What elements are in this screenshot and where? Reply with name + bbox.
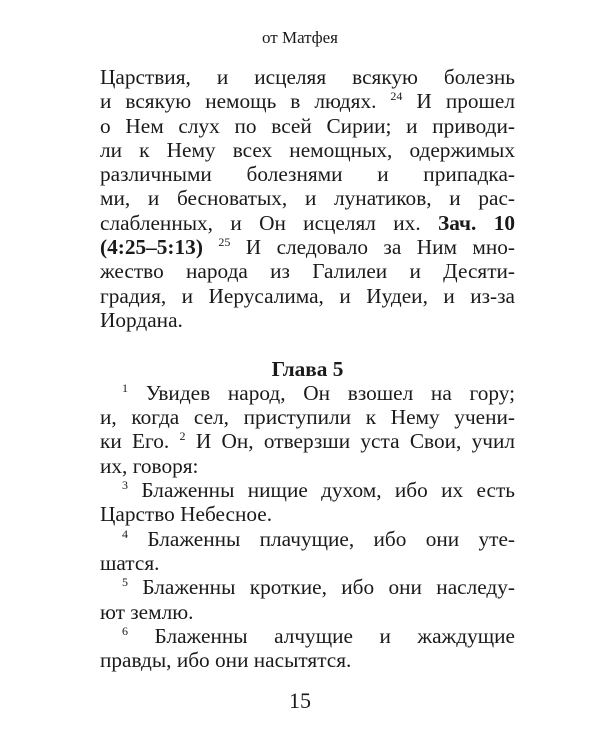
text-segment: И следовало за Ним мно- <box>230 235 515 260</box>
text-segment: шатся. <box>100 550 160 575</box>
text-line <box>100 308 515 332</box>
text-line <box>100 235 515 259</box>
text-line <box>100 575 515 599</box>
reading-reference: (4:25–5:13) <box>100 235 203 260</box>
text-segment: ют землю. <box>100 599 194 624</box>
text-line <box>100 600 515 624</box>
text-segment: ки Его. <box>100 429 180 454</box>
verse-number: 25 <box>218 235 231 250</box>
page-body-text <box>100 65 515 672</box>
text-segment: их, говоря: <box>100 453 199 478</box>
text-segment: Иордана. <box>100 307 183 332</box>
text-segment: градия, и Иерусалима, и Иудеи, и из-за <box>100 283 515 308</box>
text-segment: ли к Нему всех немощных, одержимых <box>100 137 515 162</box>
text-segment: Царствия, и исцеляя всякую болезнь <box>100 65 515 89</box>
text-segment: о Нем слух по всей Сирии; и приводи- <box>100 113 515 138</box>
text-line <box>100 624 515 648</box>
text-line <box>100 551 515 575</box>
reading-reference: Зач. 10 <box>437 210 515 235</box>
text-line <box>100 527 515 551</box>
text-line <box>100 162 515 186</box>
verse-number: 5 <box>122 575 128 590</box>
verse-number: 6 <box>122 623 128 638</box>
text-line <box>100 284 515 308</box>
text-segment: Блаженны плачущие, ибо они уте- <box>128 526 515 551</box>
text-line <box>100 502 515 526</box>
text-segment: Царство Небесное. <box>100 502 273 527</box>
text-line <box>100 65 515 89</box>
text-line <box>100 648 515 672</box>
text-line <box>100 186 515 210</box>
text-line <box>100 454 515 478</box>
text-segment: Блаженны нищие духом, ибо их есть <box>128 478 515 503</box>
paragraph-gap <box>100 332 515 356</box>
verse-number: 3 <box>122 478 128 493</box>
text-line <box>100 405 515 429</box>
text-line <box>100 259 515 283</box>
verse-number: 2 <box>179 429 186 444</box>
text-segment: Увидев народ, Он взошел на гору; <box>128 380 515 405</box>
text-segment <box>203 235 218 259</box>
text-line <box>100 381 515 405</box>
text-segment: Глава 5 <box>271 356 344 381</box>
page-number: 15 <box>289 688 311 713</box>
text-line <box>100 114 515 138</box>
text-segment: И Он, отверзши уста Свои, учил <box>185 429 515 454</box>
text-segment: ми, и бесноватых, и лунатиков, и рас- <box>100 186 515 211</box>
verse-number: 1 <box>122 380 128 395</box>
text-line <box>100 138 515 162</box>
chapter-heading <box>100 357 515 381</box>
text-segment: жество народа из Галилеи и Десяти- <box>100 259 515 284</box>
text-segment: правды, ибо они насытятся. <box>100 648 352 673</box>
text-segment: и всякую немощь в людях. <box>100 89 391 114</box>
text-line <box>100 89 515 113</box>
text-segment: и, когда сел, приступили к Нему учени- <box>100 405 515 430</box>
verse-number: 24 <box>390 89 403 104</box>
text-segment: различными болезнями и припадка- <box>100 162 515 187</box>
verse-number: 4 <box>122 526 128 541</box>
text-line <box>100 478 515 502</box>
running-header: от Матфея <box>262 28 338 47</box>
text-segment: слабленных, и Он исцелял их. <box>100 210 438 235</box>
text-segment: И прошел <box>402 89 515 114</box>
text-line <box>100 211 515 235</box>
text-segment: Блаженны алчущие и жаждущие <box>128 623 515 648</box>
text-segment: Блаженны кроткие, ибо они наследу- <box>128 575 515 600</box>
text-line <box>100 429 515 453</box>
